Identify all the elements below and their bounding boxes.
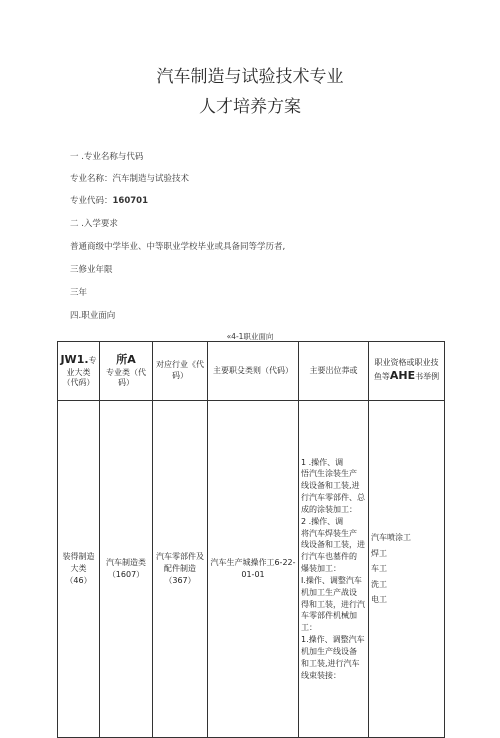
section-1-heading: 一 .专业名称与代码 bbox=[70, 152, 144, 162]
table-caption: «4-1职业面向 bbox=[226, 332, 274, 341]
header-certificates: 职业资格或职业技鱼等AHE书举例 bbox=[369, 342, 445, 401]
header-occupation: 主要职殳类则（代码） bbox=[208, 342, 299, 401]
cert-item: 洗工 bbox=[371, 579, 387, 589]
header-class: 所A 专业类（代码） bbox=[100, 342, 153, 401]
post-line: 悟汽生涂装生产 bbox=[301, 469, 357, 479]
doc-subtitle: 人才培养方案 bbox=[199, 97, 301, 117]
cell-industry: 汽车零部件及配件制造（367） bbox=[153, 401, 208, 738]
post-line: 线设备和工装,进 bbox=[301, 481, 360, 491]
post-line: 和工装,进行汽车 bbox=[301, 658, 360, 668]
post-line: 得和工装，进行汽 bbox=[301, 599, 365, 609]
section-4-heading: 四.职业面向 bbox=[70, 311, 116, 321]
header-posts: 主要岀位莽或 bbox=[299, 342, 369, 401]
cell-posts bbox=[299, 401, 369, 738]
post-line: 机加工生产战设 bbox=[301, 587, 357, 597]
major-code-value: 160701 bbox=[112, 196, 149, 206]
post-line: 工： bbox=[301, 623, 317, 633]
section-2-heading: 二 .入学要求 bbox=[70, 219, 118, 229]
post-line: 车零部件机械加 bbox=[301, 611, 357, 621]
header-category: JW1.专业大类（代码） bbox=[58, 342, 100, 401]
major-name: 专业名称：汽车制造与试验技术 bbox=[70, 174, 190, 184]
post-line: 行汽车也墓件的 bbox=[301, 552, 357, 562]
post-line: 1.操作、调整汽车 bbox=[301, 635, 365, 645]
post-line: 机加生产线设备 bbox=[301, 646, 357, 656]
post-line: 行汽车零部件、总 bbox=[301, 493, 365, 503]
table-header-row bbox=[58, 342, 445, 401]
cert-item: 汽车喷涂工 bbox=[371, 533, 411, 543]
post-line: 将汽车焊装生产 bbox=[301, 528, 357, 538]
major-code-line bbox=[70, 194, 148, 206]
cert-item: 车工 bbox=[371, 564, 387, 574]
duration-text: 三年 bbox=[70, 288, 88, 298]
post-line: I.操作、调整汽车 bbox=[301, 575, 362, 585]
header-industry: 对应行业《代码） bbox=[153, 342, 208, 401]
major-code-label: 专业代码： bbox=[70, 196, 113, 206]
post-line: 线设备和工装，进 bbox=[301, 540, 365, 550]
post-line: 成的涂装加工： bbox=[301, 504, 357, 514]
post-line: 2 .操作、调 bbox=[301, 516, 344, 526]
doc-title: 汽车制造与试验技术专业 bbox=[156, 67, 344, 87]
cell-occupation: 汽车生产城操作工6-22-01-01 bbox=[208, 401, 299, 738]
table-row bbox=[58, 401, 445, 738]
cert-item: 焊工 bbox=[371, 548, 387, 558]
post-line: 1 .操作、调 bbox=[301, 457, 344, 467]
cell-certificates bbox=[369, 401, 445, 738]
cert-item: 电工 bbox=[371, 595, 387, 605]
post-line: 爆装加工： bbox=[301, 564, 341, 574]
admission-text: 普通商级中学毕业、中等职业学校毕业或具备同等学历者, bbox=[70, 242, 286, 252]
section-3-heading: 三修业年限 bbox=[70, 265, 113, 275]
post-line: 线束装接： bbox=[301, 670, 341, 680]
career-table bbox=[57, 341, 445, 738]
cell-category: 装得制造大类（46） bbox=[58, 401, 100, 738]
cell-class: 汽车制造类（1607） bbox=[100, 401, 153, 738]
